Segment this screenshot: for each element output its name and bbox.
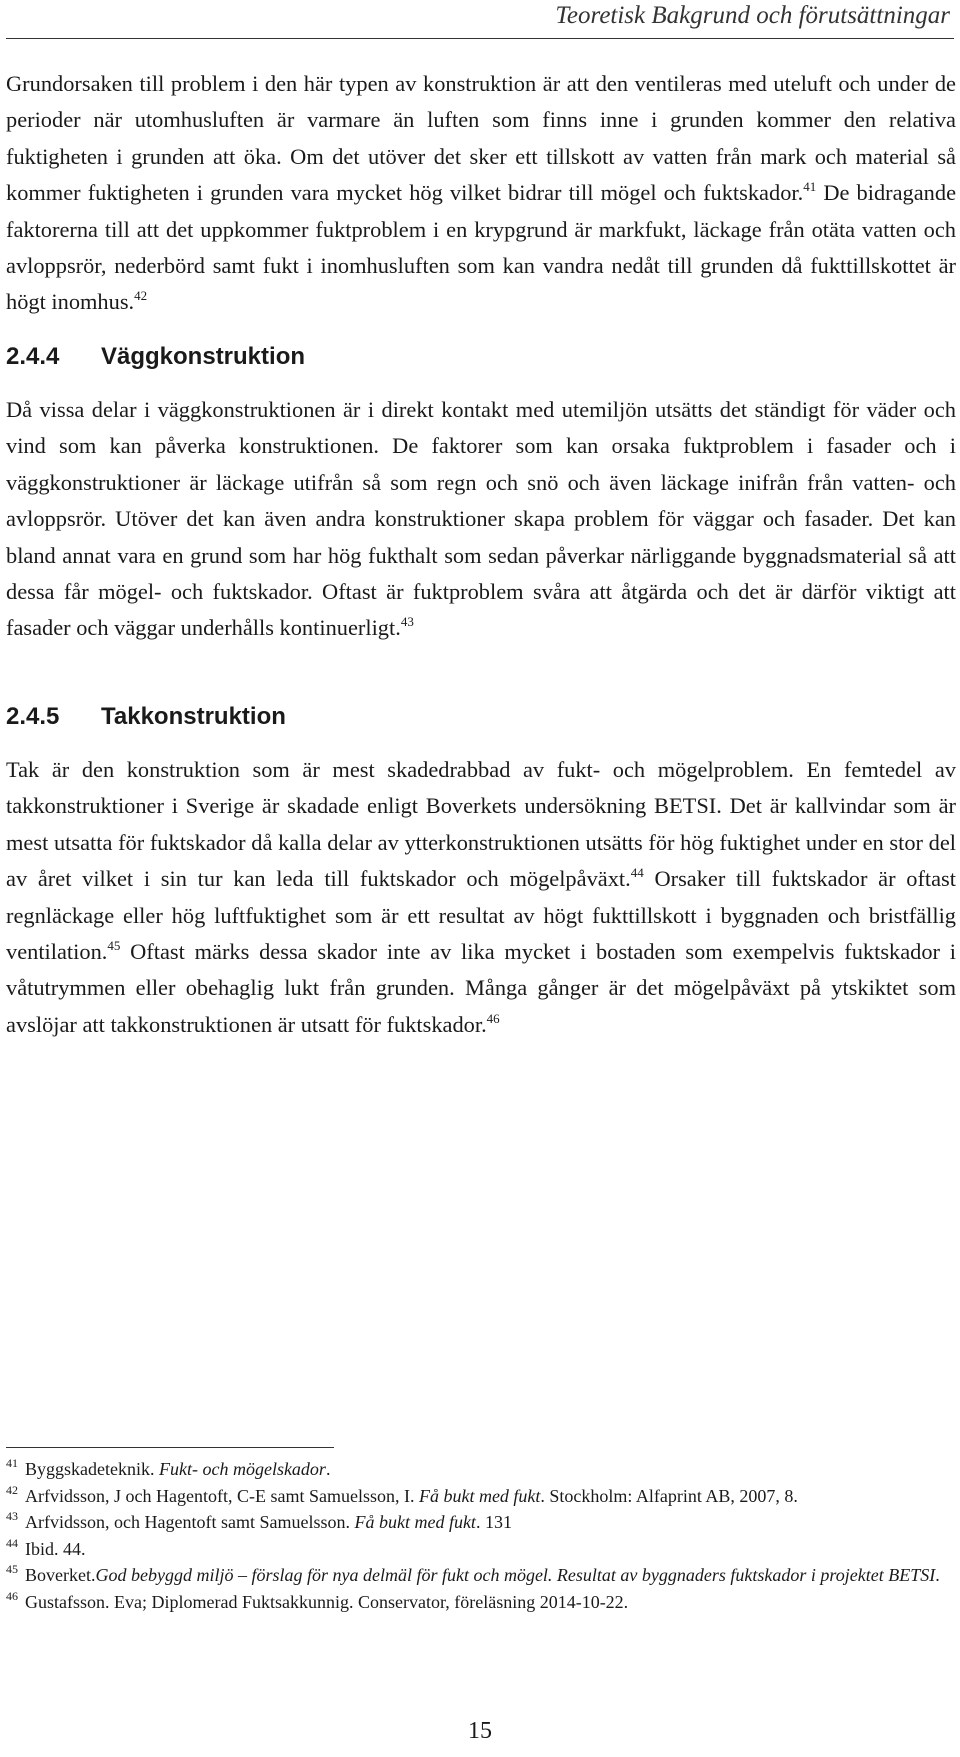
- footnote-ref[interactable]: 45: [107, 938, 121, 954]
- header-rule: [6, 38, 954, 39]
- footnote-ref[interactable]: 41: [803, 179, 817, 195]
- section-title: Väggkonstruktion: [101, 343, 306, 370]
- section-number: 2.4.4: [6, 343, 60, 370]
- footnote-number: 46: [6, 1588, 18, 1603]
- footnote-item: 44 Ibid. 44.: [6, 1536, 946, 1563]
- paragraph-wall: [6, 392, 956, 647]
- footnotes-list: [6, 1456, 946, 1615]
- paragraph-text: Tak är den konstruktion som är mest skadedrabbad av fukt- och mögelproblem. En femtedel av takkonstruktioner i Sverige är skadade enligt Boverkets undersökning BETSI. Det är kallvindar som är mest utsatta för fuktskador då kalla delar av ytterkonstruktionen utsätts för hög fuktighet under en stor del av året vilket i sin tur kan leda till fuktskador och mögelpåväxt.$^{44}$ Orsaker till fuktskador är oftast regnläckage eller hög luftfuktighet som är ett resultat av högt fukttillskott i byggnaden och bristfällig ventilation.$^{45}$ Oftast märks dessa skador inte av lika mycket i bostaden som exempelvis fuktskador i våtutrymmen eller obehaglig lukt från grunden. Många gånger är det mögelpåväxt på ytskiktet som avslöjar att takkonstruktionen är utsatt för fuktskador.$^{46}$: [6, 757, 956, 1037]
- footnote-item: 43 Arfvidsson, och Hagentoft samt Samuelsson. Få bukt med fukt. 131: [6, 1509, 946, 1536]
- paragraph-text: Då vissa delar i väggkonstruktionen är i direkt kontakt med utemiljön utsätts det ständigt för väder och vind som kan påverka konstruktionen. De faktorer som kan orsaka fuktproblem i fasader och i väggkonstruktioner är läckage utifrån så som regn och snö och även läckage inifrån från vatten- och avloppsrör. Utöver det kan även andra konstruktioner skapa problem för väggar och fasader. Det kan bland annat vara en grund som har hög fukthalt som sedan påverkar närliggande byggnadsmaterial så att dessa får mögel- och fuktskador. Oftast är fuktproblem svåra att åtgärda och det är därför viktigt att fasader och väggar underhålls kontinuerligt.$^{43}$: [6, 397, 956, 641]
- footnote-number: 44: [6, 1535, 18, 1550]
- footnote-item: 41 Byggskadeteknik. Fukt- och mögelskador.: [6, 1456, 946, 1483]
- section-heading-roof: [6, 703, 286, 731]
- footnote-item: 45 Boverket.God bebyggd miljö – förslag för nya delmäl för fukt och mögel. Resultat av byggnaders fuktskador i projektet BETSI.: [6, 1562, 946, 1589]
- footnote-number: 45: [6, 1562, 18, 1576]
- running-header: [6, 0, 954, 44]
- footnote-number: 43: [6, 1509, 18, 1523]
- footnote-ref[interactable]: 42: [134, 288, 148, 304]
- footnote-item: 42 Arfvidsson, J och Hagentoft, C-E samt Samuelsson, I. Få bukt med fukt. Stockholm: Alfaprint AB, 2007, 8.: [6, 1483, 946, 1510]
- footnote-item: 46 Gustafsson. Eva; Diplomerad Fuktsakkunnig. Conservator, föreläsning 2014-10-22.: [6, 1589, 946, 1616]
- footnote-number: 41: [6, 1456, 18, 1470]
- footnote-ref[interactable]: 46: [486, 1010, 500, 1026]
- paragraph-roof: [6, 752, 956, 1043]
- paragraph-text: Grundorsaken till problem i den här typen av konstruktion är att den ventileras med uteluft och under de perioder när utomhusluften är varmare än luften som finns inne i grunden kommer den relativa fuktigheten i grunden att öka. Om det utöver det sker ett tillskott av vatten från mark och material så kommer fuktigheten i grunden vara mycket hög vilket bidrar till mögel och fuktskador.$^{41}$ De bidragande faktorerna till att det uppkommer fuktproblem i en krypgrund är markfukt, läckage från otäta vatten och avloppsrör, nederbörd samt fukt i inomhusluften som kan vandra nedåt till grunden då fukttillskottet är högt inomhus.$^{42}$: [6, 71, 957, 315]
- paragraph-crawlspace: [6, 66, 956, 321]
- section-heading-wall: [6, 343, 305, 371]
- page-number: 15: [468, 1718, 492, 1744]
- footnote-ref[interactable]: 44: [630, 865, 644, 881]
- section-number: 2.4.5: [6, 703, 60, 730]
- footnote-number: 42: [6, 1482, 18, 1497]
- footnote-separator: [6, 1447, 334, 1448]
- section-title: Takkonstruktion: [101, 703, 286, 730]
- header-title: Teoretisk Bakgrund och förutsättningar: [555, 2, 950, 29]
- footnote-ref[interactable]: 43: [400, 614, 414, 630]
